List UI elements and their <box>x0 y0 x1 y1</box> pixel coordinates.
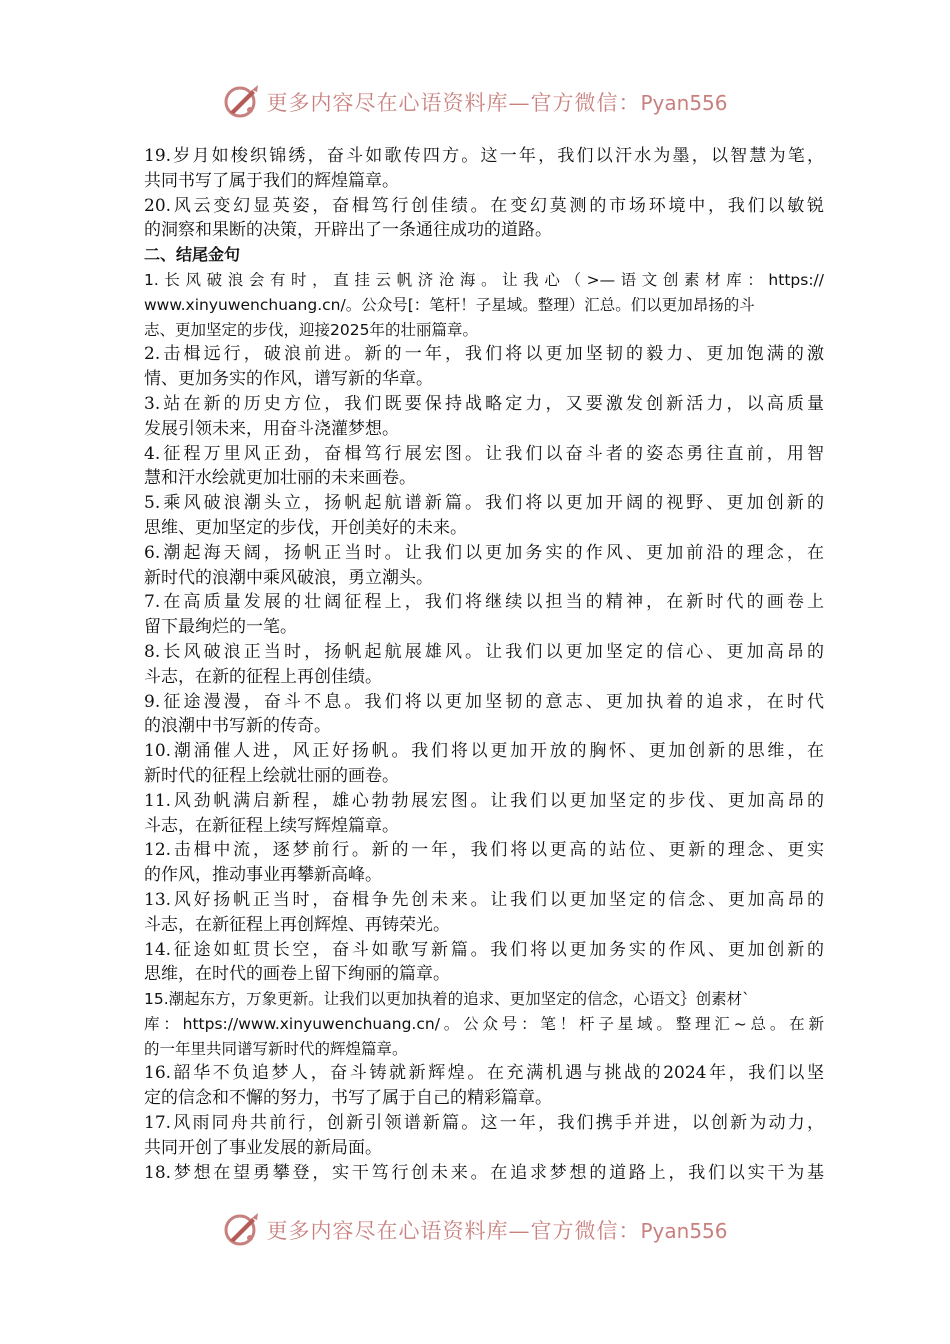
text-line: 的洞察和果断的决策，开辟出了一条通往成功的道路。 <box>144 220 552 241</box>
text-line: 斗志，在新征程上再创辉煌、再铸荣光。 <box>144 914 450 935</box>
text-line: 慧和汗水绘就更加壮丽的未来画卷。 <box>144 468 416 489</box>
text-line: 定的信念和不懈的努力，书写了属于自己的精彩篇章。 <box>144 1088 552 1109</box>
banner-text: 更多内容尽在心语资料库—官方微信：Pyan556 <box>266 1219 728 1243</box>
text-line: 2.击楫远行，破浪前进。新的一年，我们将以更加坚韧的毅力、更加饱满的激 <box>144 344 824 365</box>
header-banner <box>0 80 950 124</box>
text-line: 4.征程万里风正劲，奋楫笃行展宏图。让我们以奋斗者的姿态勇往直前，用智 <box>144 443 824 464</box>
text-line: 新时代的浪潮中乘风破浪，勇立潮头。 <box>144 567 433 588</box>
text-line: 19.岁月如梭织锦绣，奋斗如歌传四方。这一年，我们以汗水为墨，以智慧为笔， <box>144 146 824 166</box>
text-line: 的作风，推动事业再攀新高峰。 <box>144 865 382 886</box>
text-line: 3.站在新的历史方位，我们既要保持战略定力，又要激发创新活力，以高质量 <box>144 393 824 414</box>
text-line: 新时代的征程上绘就壮丽的画卷。 <box>144 765 399 786</box>
text-line: www.xinyuwenchuang.cn/。公众号[：笔杆！子星域。整理）汇总。们以更加昂扬的斗 <box>144 295 755 314</box>
text-line: 9.征途漫漫，奋斗不息。我们将以更加坚韧的意志、更加执着的追求，在时代 <box>144 691 824 712</box>
text-line: 11.风劲帆满启新程，雄心勃勃展宏图。让我们以更加坚定的步伐、更加高昂的 <box>144 790 824 811</box>
text-line: 6.潮起海天阔，扬帆正当时。让我们以更加务实的作风、更加前沿的理念，在 <box>144 542 824 563</box>
document-body <box>144 144 824 1185</box>
text-line: 20.风云变幻显英姿，奋楫笃行创佳绩。在变幻莫测的市场环境中，我们以敏锐 <box>144 195 824 216</box>
section-heading: 二、结尾金句 <box>144 245 241 265</box>
text-line: 斗志，在新征程上续写辉煌篇章。 <box>144 815 399 836</box>
text-line: 发展引领未来，用奋斗浇灌梦想。 <box>144 418 399 439</box>
text-line: 16.韶华不负追梦人，奋斗铸就新辉煌。在充满机遇与挑战的2024年，我们以坚 <box>144 1063 824 1084</box>
quill-logo-icon <box>222 1210 262 1250</box>
wechat-id: Pyan556 <box>640 91 728 115</box>
footer-banner <box>0 1208 950 1252</box>
text-line: 8.长风破浪正当时，扬帆起航展雄风。让我们以更加坚定的信心、更加高昂的 <box>144 641 824 662</box>
text-line: 12.击楫中流，逐梦前行。新的一年，我们将以更高的站位、更新的理念、更实 <box>144 840 824 861</box>
text-line: 志、更加坚定的步伐，迎接2025年的壮丽篇章。 <box>144 320 478 339</box>
text-line: 1.长风破浪会有时，直挂云帆济沧海。让我心（>—语文创素材库：https:// <box>144 270 824 289</box>
text-line: 斗志，在新的征程上再创佳绩。 <box>144 666 382 687</box>
text-line: 思维、更加坚定的步伐，开创美好的未来。 <box>144 517 467 538</box>
text-line: 5.乘风破浪潮头立，扬帆起航谱新篇。我们将以更加开阔的视野、更加创新的 <box>144 493 824 514</box>
wechat-id: Pyan556 <box>640 1219 728 1243</box>
text-line: 18.梦想在望勇攀登，实干笃行创未来。在追求梦想的道路上，我们以实干为基 <box>144 1162 824 1183</box>
text-line: 17.风雨同舟共前行，创新引领谱新篇。这一年，我们携手并进，以创新为动力， <box>144 1113 824 1134</box>
text-line: 留下最绚烂的一笔。 <box>144 617 297 638</box>
text-line: 共同开创了事业发展的新局面。 <box>144 1137 382 1158</box>
text-line: 情、更加务实的作风，谱写新的华章。 <box>144 369 433 390</box>
text-line: 的一年里共同谱写新时代的辉煌篇章。 <box>144 1039 408 1058</box>
text-line: 7.在高质量发展的壮阔征程上，我们将继续以担当的精神，在新时代的画卷上 <box>144 592 824 613</box>
text-line: 10.潮涌催人进，风正好扬帆。我们将以更加开放的胸怀、更加创新的思维，在 <box>144 741 824 762</box>
text-line: 14.征途如虹贯长空，奋斗如歌写新篇。我们将以更加务实的作风、更加创新的 <box>144 939 824 960</box>
text-line: 的浪潮中书写新的传奇。 <box>144 716 331 737</box>
text-line: 共同书写了属于我们的辉煌篇章。 <box>144 170 399 191</box>
text-line: 思维，在时代的画卷上留下绚丽的篇章。 <box>144 964 450 985</box>
text-line: 13.风好扬帆正当时，奋楫争先创未来。让我们以更加坚定的信念、更加高昂的 <box>144 889 824 910</box>
text-line: 库：https://www.xinyuwenchuang.cn/。公众号：笔！杆子星域。整理汇~总。在新 <box>144 1014 824 1033</box>
quill-logo-icon <box>222 82 262 122</box>
text-line: 15.潮起东方，万象更新。让我们以更加执着的追求、更加坚定的信念，心语文｝创素材` <box>144 990 750 1009</box>
banner-text: 更多内容尽在心语资料库—官方微信：Pyan556 <box>266 91 728 115</box>
